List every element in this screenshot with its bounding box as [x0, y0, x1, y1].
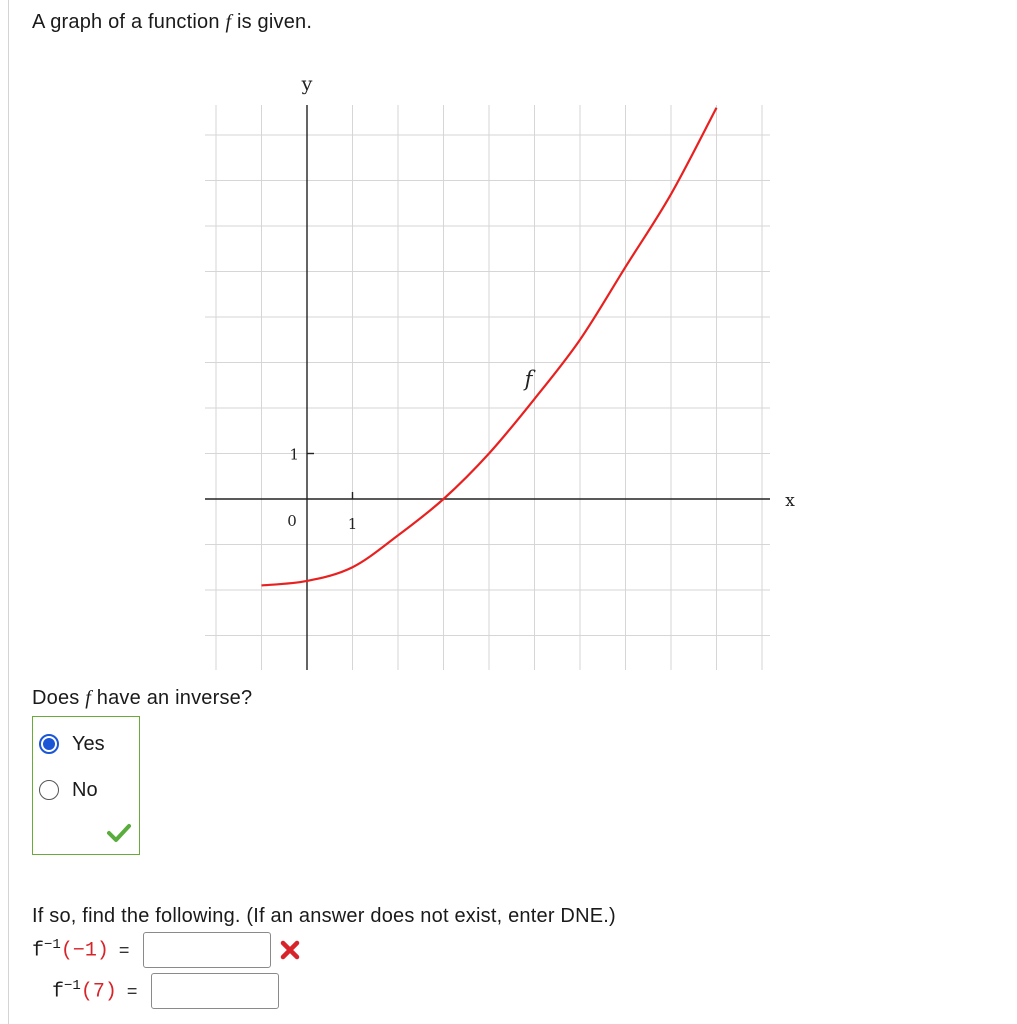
answer-1-argument: (−1) — [60, 939, 109, 963]
question-prefix: A graph of a function — [32, 11, 226, 33]
y-tick-label: 1 — [289, 445, 299, 464]
answer-2-input[interactable] — [151, 973, 279, 1009]
grid — [205, 105, 770, 670]
question-function-var: f — [225, 11, 232, 33]
inverse-question-prefix: Does — [32, 687, 86, 709]
answer-1-exponent: −1 — [44, 937, 61, 954]
y-axis-label: y — [301, 73, 313, 95]
answer-row-2 — [52, 973, 279, 1009]
radio-yes[interactable] — [39, 734, 59, 754]
inverse-question-suffix: have an inverse? — [91, 687, 253, 709]
answer-2-expression — [52, 978, 117, 1004]
curve-label: f — [524, 366, 533, 391]
choice-yes[interactable] — [39, 730, 105, 758]
answer-row-1 — [32, 932, 301, 968]
answer-1-expression — [32, 937, 109, 963]
answer-2-equals: = — [126, 980, 138, 1001]
answer-2-func: f — [52, 980, 65, 1004]
answer-2-exponent: −1 — [64, 978, 81, 995]
inverse-choice-group — [32, 716, 140, 855]
answer-1-equals: = — [118, 939, 130, 960]
choice-no[interactable] — [39, 776, 98, 804]
choice-no-label: No — [72, 778, 98, 801]
answer-2-argument: (7) — [80, 980, 117, 1004]
origin-label: 0 — [287, 512, 297, 530]
inverse-question-var: f — [85, 687, 92, 709]
checkmark-icon — [107, 823, 131, 843]
x-mark-icon — [279, 939, 301, 961]
inverse-question — [32, 687, 252, 710]
x-tick-label: 1 — [347, 515, 358, 533]
x-axis-label: x — [785, 491, 795, 511]
axes — [205, 73, 795, 670]
choice-yes-label: Yes — [72, 732, 105, 755]
answer-1-input[interactable] — [143, 932, 271, 968]
radio-no[interactable] — [39, 780, 59, 800]
followup-instructions: If so, find the following. (If an answer does not exist, enter DNE.) — [32, 905, 616, 927]
answer-1-func: f — [32, 939, 45, 963]
question-suffix: is given. — [231, 11, 313, 33]
